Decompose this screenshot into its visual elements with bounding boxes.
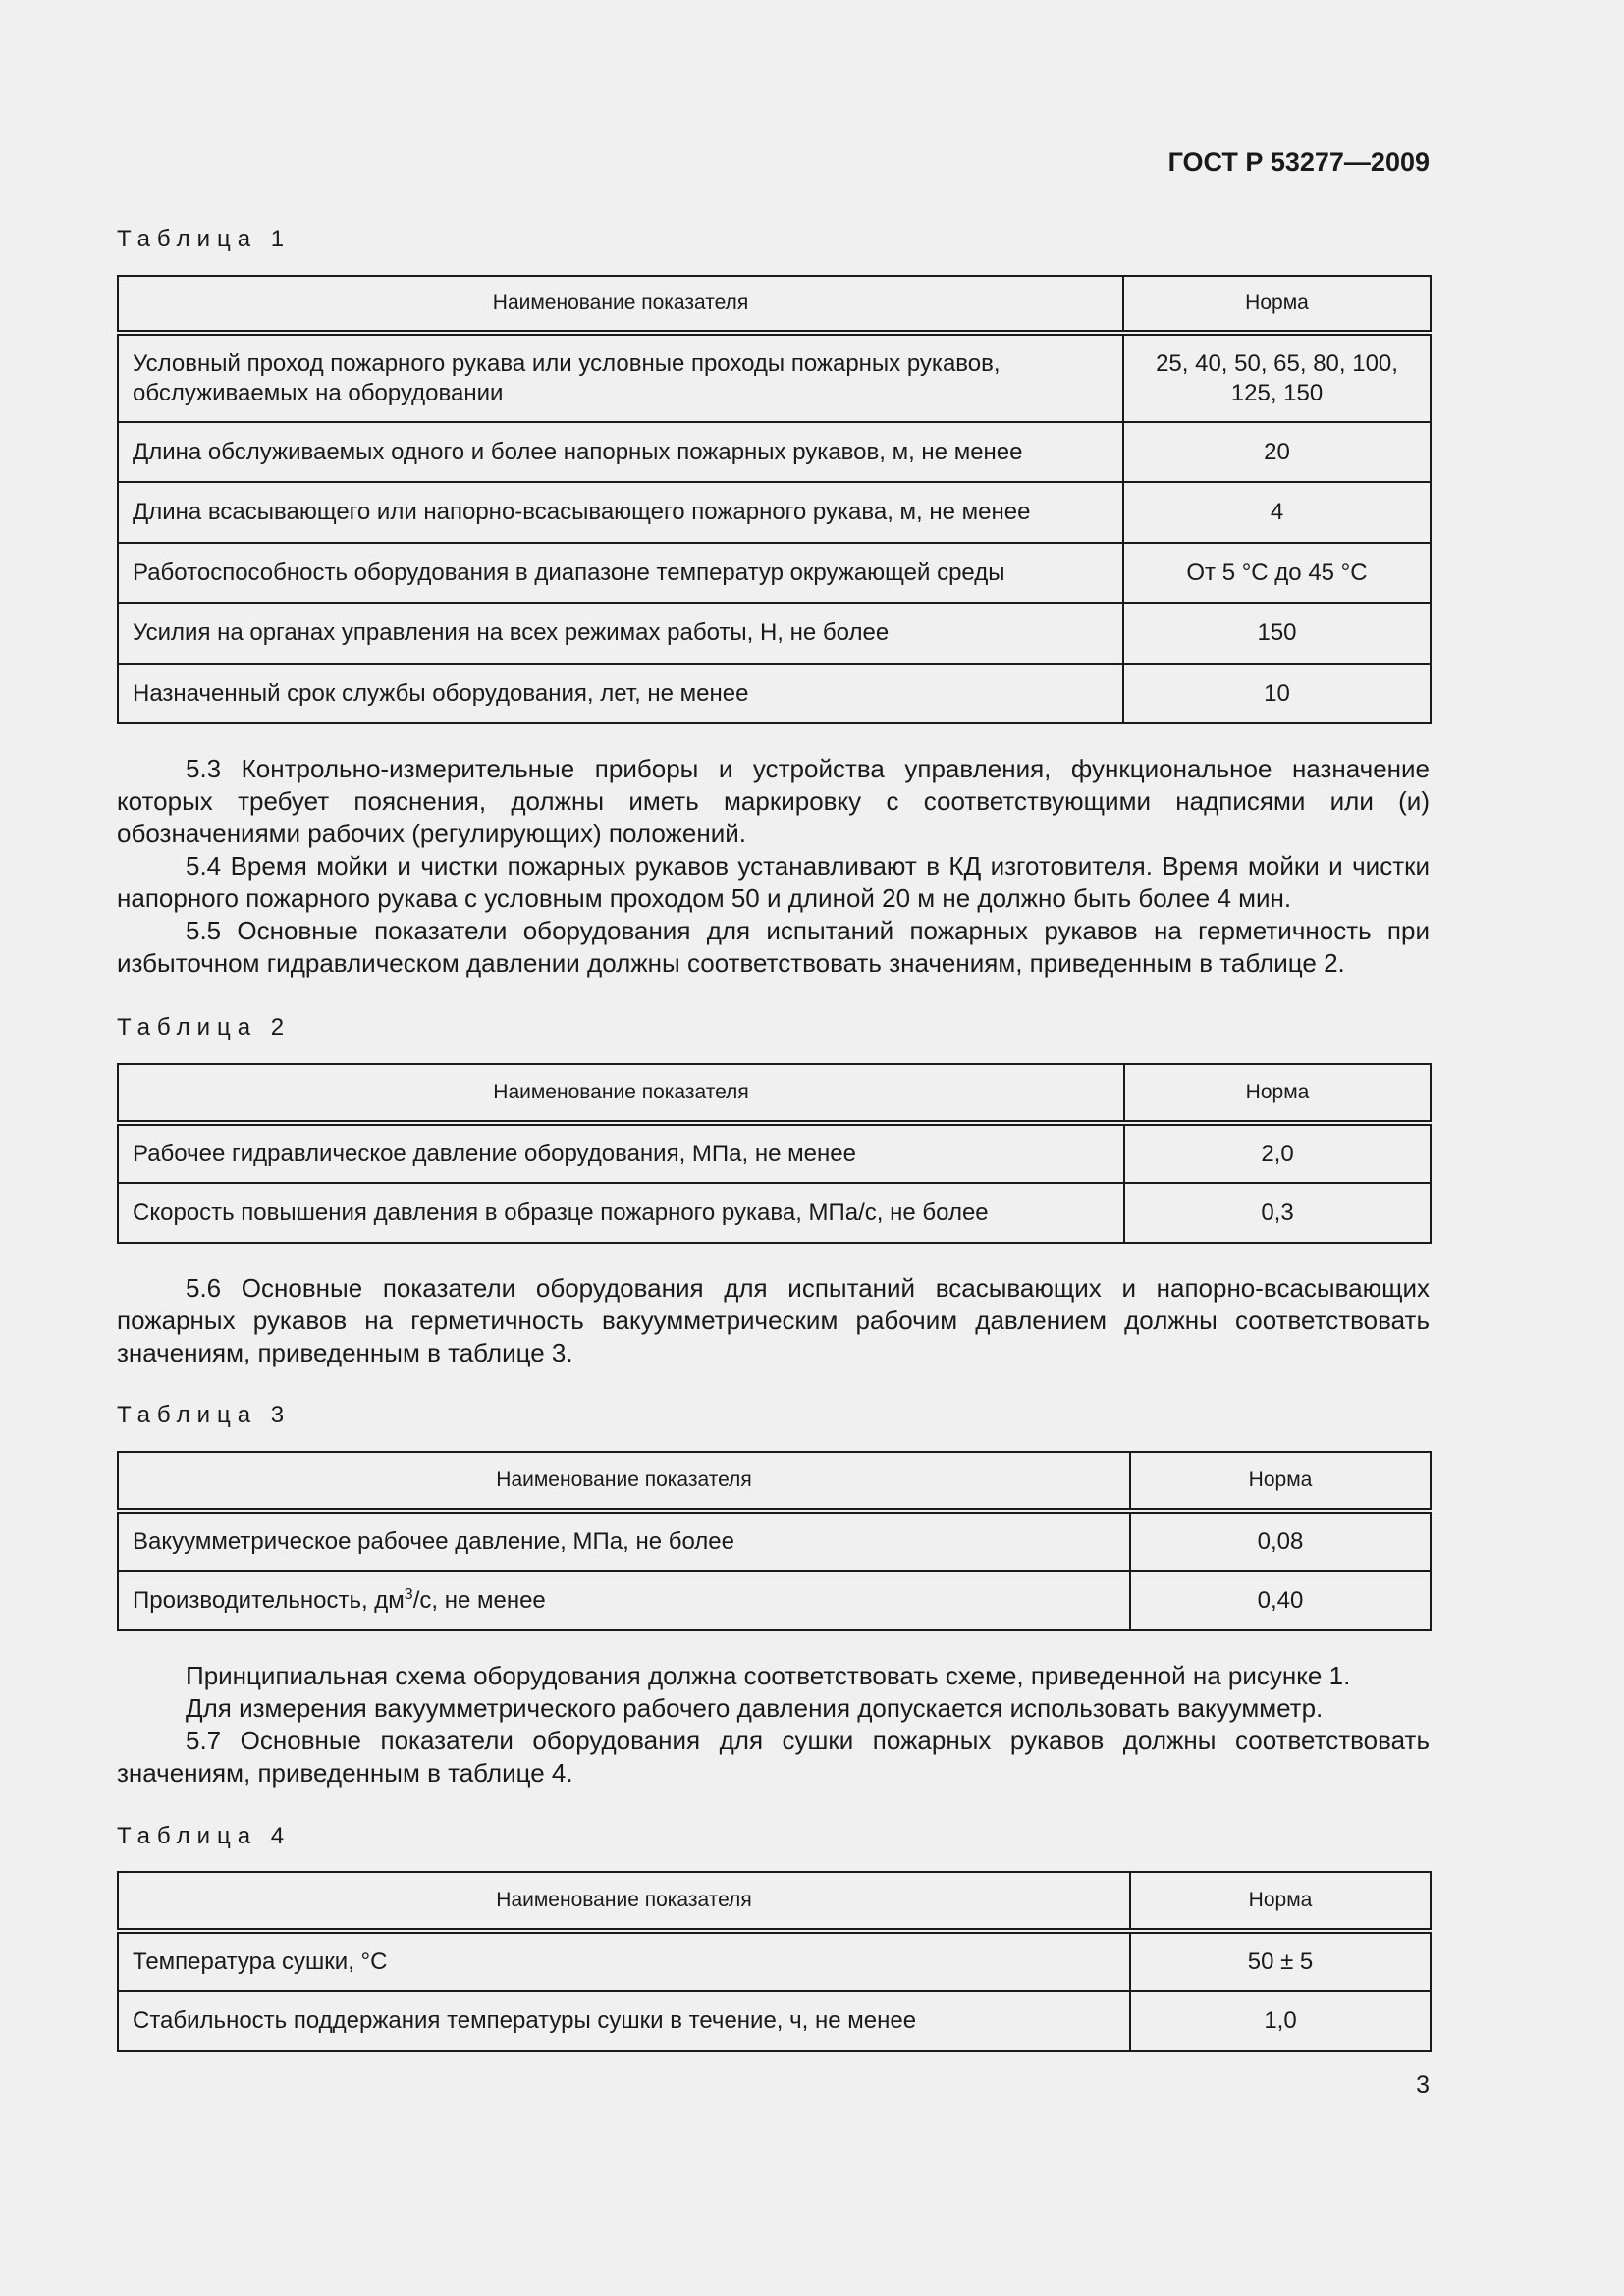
table-header-row <box>118 1452 1431 1511</box>
column-header-norm: Норма <box>1130 1872 1431 1931</box>
indicator-name: Условный проход пожарного рукава или условные проходы пожарных рукавов, обслуживаемых на оборудовании <box>118 333 1123 422</box>
indicator-norm: 1,0 <box>1130 1991 1431 2051</box>
table-row <box>118 1931 1431 1991</box>
paragraph-vacuum-gauge: Для измерения вакуумметрического рабочего давления допускается использовать вакуумметр. <box>186 1693 1324 1723</box>
table-1 <box>117 275 1432 724</box>
indicator-name: Скорость повышения давления в образце пожарного рукава, МПа/с, не более <box>118 1183 1124 1243</box>
table-row <box>118 1183 1431 1243</box>
indicator-name: Длина всасывающего или напорно-всасывающего пожарного рукава, м, не менее <box>118 482 1123 543</box>
indicator-name: Назначенный срок службы оборудования, лет, не менее <box>118 664 1123 723</box>
table-4-caption: Таблица 4 <box>117 1823 292 1849</box>
column-header-norm: Норма <box>1124 1064 1431 1123</box>
indicator-name: Температура сушки, °С <box>118 1931 1130 1991</box>
indicator-norm: 0,40 <box>1130 1571 1431 1630</box>
indicator-name: Работоспособность оборудования в диапазоне температур окружающей среды <box>118 543 1123 603</box>
indicator-norm: 10 <box>1123 664 1431 723</box>
column-header-name: Наименование показателя <box>118 1872 1130 1931</box>
paragraph-5-6: 5.6 Основные показатели оборудования для испытаний всасывающих и напорно-всасывающих пожарных рукавов на герметичность вакуумметрическим рабочим давлением должны соответствовать значениям, приведенным в таблице 3. <box>117 1273 1430 1367</box>
indicator-norm: От 5 °С до 45 °С <box>1123 543 1431 603</box>
table-header-row <box>118 1064 1431 1123</box>
indicator-norm: 50 ± 5 <box>1130 1931 1431 1991</box>
paragraph-5-3: 5.3 Контрольно-измерительные приборы и устройства управления, функциональное назначение которых требует пояснения, должны иметь маркировку с соответствующими надписями или (и) обозначениями рабочих (регулирующих) положений. <box>117 754 1430 848</box>
indicator-name: Стабильность поддержания температуры сушки в течение, ч, не менее <box>118 1991 1130 2051</box>
page-number: 3 <box>1416 2071 1430 2099</box>
indicator-name: Длина обслуживаемых одного и более напорных пожарных рукавов, м, не менее <box>118 422 1123 482</box>
indicator-name-part: Производительность, дм <box>133 1586 405 1614</box>
column-header-name: Наименование показателя <box>118 276 1123 333</box>
table-row <box>118 1511 1431 1571</box>
indicator-norm: 4 <box>1123 482 1431 543</box>
section-5-6 <box>117 1272 1430 1369</box>
table-header-row <box>118 276 1431 333</box>
table-2 <box>117 1063 1432 1244</box>
column-header-norm: Норма <box>1123 276 1431 333</box>
table-header-row <box>118 1872 1431 1931</box>
indicator-name-part: /с, не менее <box>412 1586 546 1614</box>
table-1-caption: Таблица 1 <box>117 226 292 252</box>
column-header-name: Наименование показателя <box>118 1452 1130 1511</box>
table-row <box>118 543 1431 603</box>
table-4 <box>117 1871 1432 2052</box>
indicator-norm: 25, 40, 50, 65, 80, 100, 125, 150 <box>1123 333 1431 422</box>
table-3-caption: Таблица 3 <box>117 1402 292 1428</box>
table-row <box>118 664 1431 723</box>
table-row <box>118 333 1431 422</box>
section-5-3-to-5-5 <box>117 753 1430 980</box>
paragraph-5-5: 5.5 Основные показатели оборудования для испытаний пожарных рукавов на герметичность при избыточном гидравлическом давлении должны соответствовать значениям, приведенным в таблице 2. <box>117 916 1430 978</box>
indicator-norm: 2,0 <box>1124 1123 1431 1183</box>
unit-exponent: 3 <box>404 1585 413 1603</box>
table-row <box>118 1123 1431 1183</box>
indicator-norm: 0,3 <box>1124 1183 1431 1243</box>
indicator-name: Усилия на органах управления на всех режимах работы, Н, не более <box>118 603 1123 664</box>
indicator-norm: 20 <box>1123 422 1431 482</box>
paragraph-scheme: Принципиальная схема оборудования должна соответствовать схеме, приведенной на рисунке 1. <box>186 1661 1351 1690</box>
table-2-caption: Таблица 2 <box>117 1014 292 1041</box>
indicator-norm: 150 <box>1123 603 1431 664</box>
table-row <box>118 603 1431 664</box>
table-row <box>118 422 1431 482</box>
paragraph-5-7: 5.7 Основные показатели оборудования для сушки пожарных рукавов должны соответствовать значениям, приведенным в таблице 4. <box>117 1726 1430 1788</box>
table-row <box>118 1571 1431 1630</box>
paragraph-5-4: 5.4 Время мойки и чистки пожарных рукавов устанавливают в КД изготовителя. Время мойки и чистки напорного пожарного рукава с условным проходом 50 и длиной 20 м не должно быть более 4 мин. <box>117 851 1430 913</box>
section-scheme-and-5-7 <box>117 1660 1430 1789</box>
indicator-name: Рабочее гидравлическое давление оборудования, МПа, не менее <box>118 1123 1124 1183</box>
column-header-name: Наименование показателя <box>118 1064 1124 1123</box>
table-row <box>118 482 1431 543</box>
indicator-norm: 0,08 <box>1130 1511 1431 1571</box>
table-3 <box>117 1451 1432 1631</box>
indicator-name <box>118 1571 1130 1630</box>
column-header-norm: Норма <box>1130 1452 1431 1511</box>
table-row <box>118 1991 1431 2051</box>
indicator-name: Вакуумметрическое рабочее давление, МПа, не более <box>118 1511 1130 1571</box>
document-code: ГОСТ Р 53277—2009 <box>1167 147 1430 177</box>
